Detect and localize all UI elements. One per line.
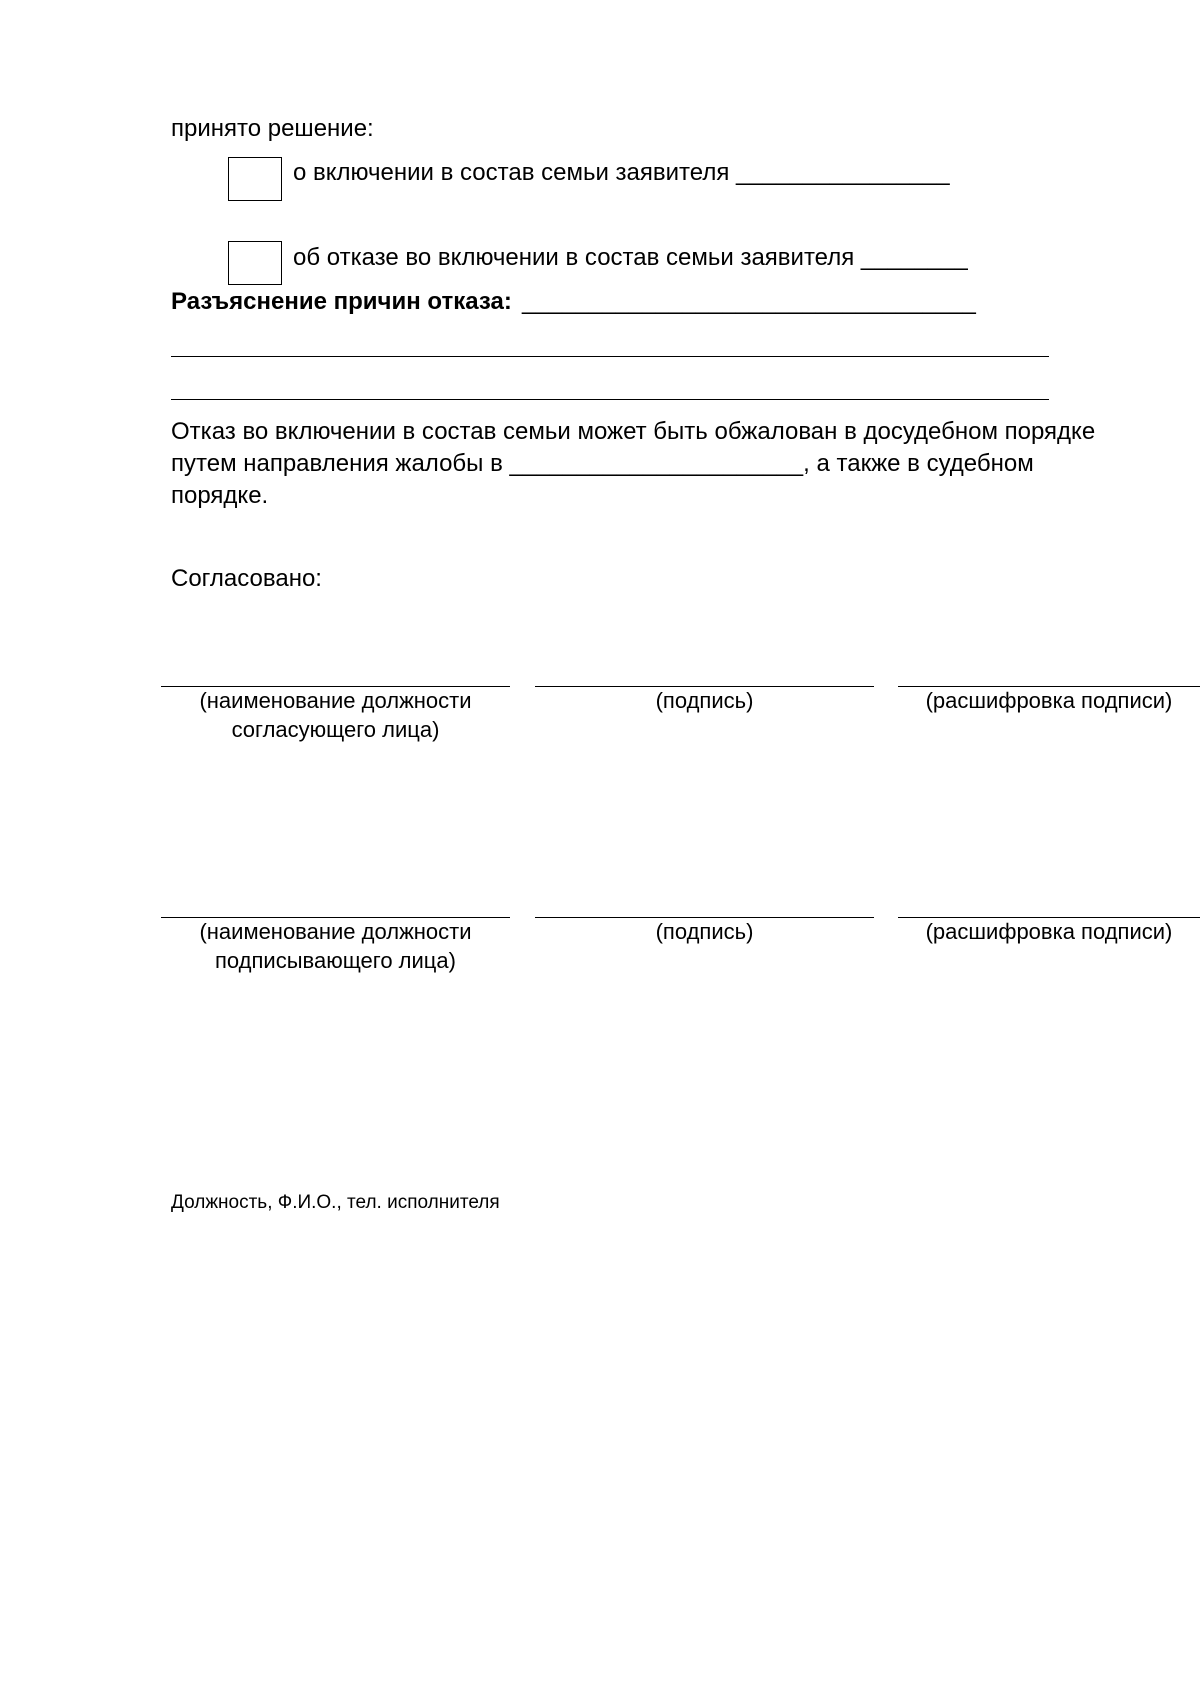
agreed-label: Согласовано: xyxy=(171,565,322,592)
refusal-reason-label: Разъяснение причин отказа: xyxy=(171,288,512,315)
approver-position-caption-line-1: (наименование должности xyxy=(199,688,472,713)
refusal-reason-line-2 xyxy=(171,399,1049,400)
include-checkbox[interactable] xyxy=(228,157,282,201)
approver-decoding-caption: (расшифровка подписи) xyxy=(925,688,1173,713)
signer-decoding-caption: (расшифровка подписи) xyxy=(925,919,1173,944)
refuse-option-label: об отказе во включении в состав семьи заявителя ________ xyxy=(293,244,968,271)
signer-position-caption xyxy=(161,917,510,975)
appeal-line-3: порядке. xyxy=(171,482,269,509)
approver-position-caption xyxy=(161,686,510,744)
signer-signature-caption: (подпись) xyxy=(655,919,754,944)
include-option-label: о включении в состав семьи заявителя ________________ xyxy=(293,159,950,186)
appeal-line-1: Отказ во включении в состав семьи может быть обжалован в досудебном порядке xyxy=(171,418,1096,445)
appeal-line-2: путем направления жалобы в ______________________, а также в судебном xyxy=(171,450,1034,477)
approver-position-caption-line-2: согласующего лица) xyxy=(231,717,440,742)
refusal-reason-blank: __________________________________ xyxy=(522,288,976,315)
approver-signature-caption: (подпись) xyxy=(655,688,754,713)
refusal-reason-line-1 xyxy=(171,356,1049,357)
signer-position-caption-line-2: подписывающего лица) xyxy=(215,948,456,973)
executor-info: Должность, Ф.И.О., тел. исполнителя xyxy=(171,1192,500,1213)
decision-intro: принято решение: xyxy=(171,115,374,142)
signer-position-caption-line-1: (наименование должности xyxy=(199,919,472,944)
refuse-checkbox[interactable] xyxy=(228,241,282,285)
